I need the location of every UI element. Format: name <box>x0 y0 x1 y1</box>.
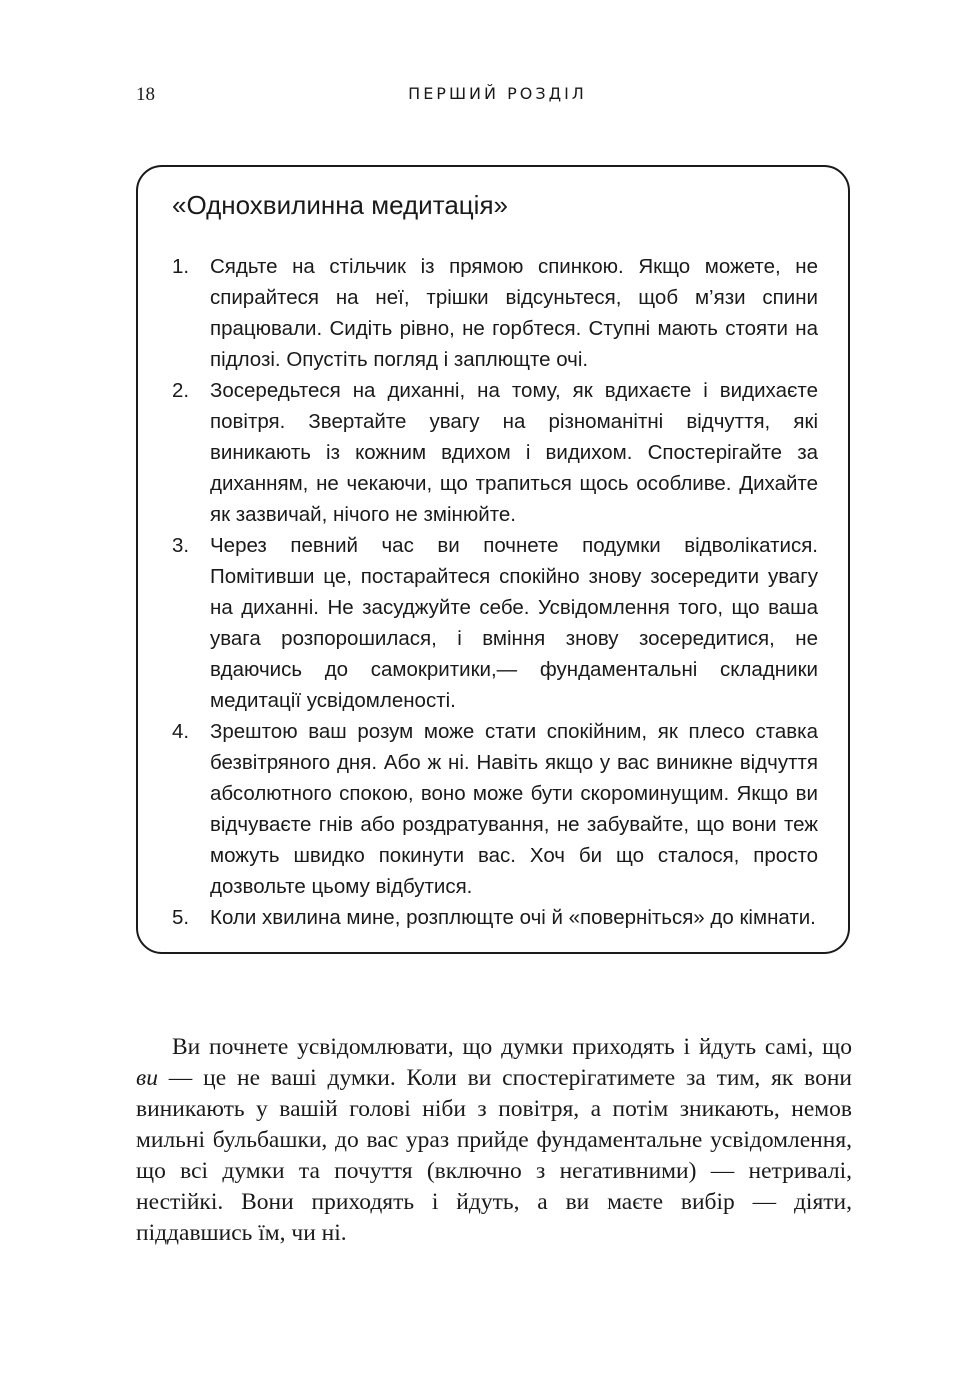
step-text: Через певний час ви почнете подумки відволікатися. Помітивши це, постарайтеся спокійно знову зосередити увагу на диханні. Не засуджуйте себе. Усвідомлення того, що ваша увага розпорошилася, і вміння знову зосередитися, не вдаючись до самокритики,— фундаментальні складники медитації усвідомленості. <box>210 534 818 712</box>
list-item <box>172 375 818 530</box>
steps-list <box>172 251 818 933</box>
list-item <box>172 251 818 375</box>
body-lead: Ви почнете усвідомлювати, що думки приходять і йдуть самі, що <box>172 1034 852 1060</box>
page-number: 18 <box>136 84 155 105</box>
step-text: Коли хвилина мине, розплющте очі й «поверніться» до кімнати. <box>210 906 816 929</box>
box-title: «Однохвилинна медитація» <box>172 190 508 220</box>
list-item <box>172 902 818 933</box>
list-item <box>172 716 818 902</box>
step-number: 1. <box>172 255 190 278</box>
body-rest: — це не ваші думки. Коли ви спостерігатимете за тим, як вони виникають у вашій голові ніби з повітря, а потім зникають, немов мильні бульбашки, до вас ураз прийде фундаментальне усвідомлення, що всі думки та почуття (включно з негативними) — нетривалі, нестійкі. Вони приходять і йдуть, а ви маєте вибір — діяти, піддавшись їм, чи ні. <box>136 1065 852 1246</box>
list-item <box>172 530 818 716</box>
step-number: 2. <box>172 379 190 402</box>
step-text: Сядьте на стільчик із прямою спинкою. Якщо можете, не спирайтеся на неї, трішки відсуньтеся, щоб м’язи спини працювали. Сидіть рівно, не горбтеся. Ступні мають стояти на підлозі. Опустіть погляд і заплющте очі. <box>210 255 818 371</box>
running-head: ПЕРШИЙ РОЗДІЛ <box>408 84 587 103</box>
step-text: Зрештою ваш розум може стати спокійним, як плесо ставка безвітряного дня. Або ж ні. Навіть якщо у вас виникне відчуття абсолютного спокою, воно може бути скороминущим. Якщо ви відчуваєте гнів або роздратування, не забувайте, що вони теж можуть швидко покинути вас. Хоч би що сталося, просто дозвольте цьому відбутися. <box>210 720 818 898</box>
step-number: 5. <box>172 906 190 929</box>
step-number: 4. <box>172 720 190 743</box>
step-number: 3. <box>172 534 190 557</box>
meditation-box <box>136 165 850 954</box>
step-text: Зосередьтеся на диханні, на тому, як вдихаєте і видихаєте повітря. Звертайте увагу на різноманітні відчуття, які виникають із кожним вдихом і видихом. Спостерігайте за диханням, не чекаючи, що трапиться щось особливе. Дихайте як зазвичай, нічого не змінюйте. <box>210 379 818 526</box>
body-emphasis: ви <box>136 1065 158 1091</box>
body-paragraph <box>136 1032 852 1249</box>
